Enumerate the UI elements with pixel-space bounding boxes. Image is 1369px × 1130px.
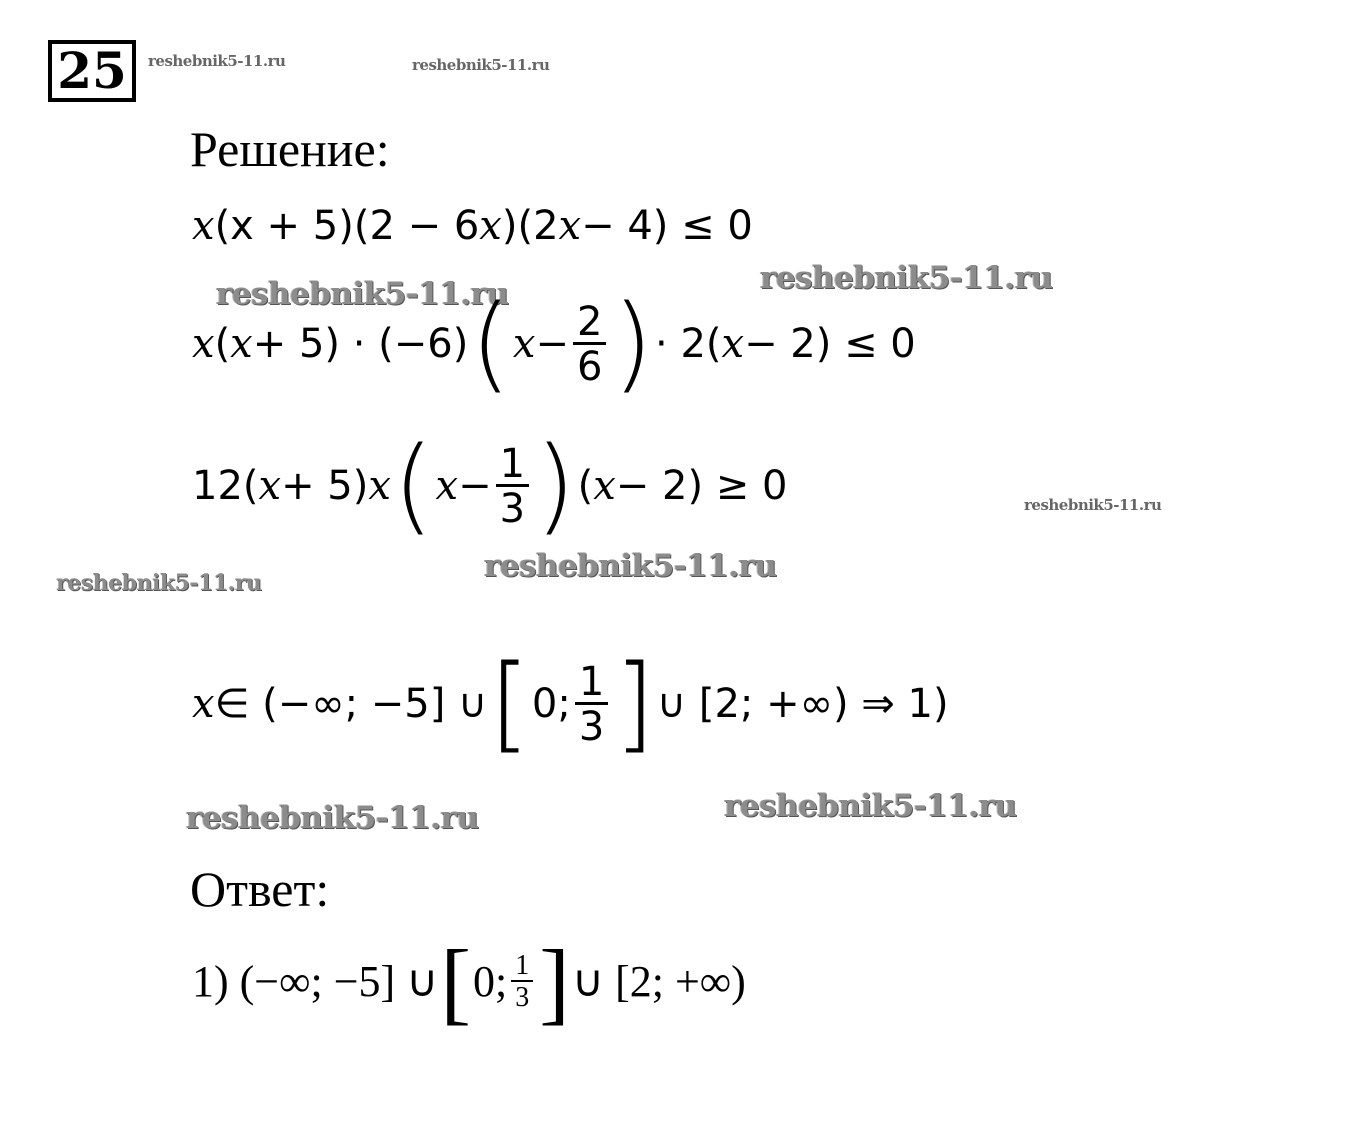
var-x: x — [192, 203, 215, 249]
fraction-denominator: 6 — [573, 342, 606, 387]
expr-text: + 5) — [281, 463, 369, 509]
fraction — [573, 298, 606, 390]
expr-text: ∈ (−∞; −5] ∪ — [214, 681, 488, 727]
fraction-numerator: 1 — [515, 950, 530, 981]
fraction — [511, 952, 533, 1012]
watermark: reshebnik5-11.ru — [412, 56, 550, 74]
expr-text: 0; — [473, 957, 508, 1006]
var-x: x — [558, 203, 582, 249]
var-x: x — [479, 203, 502, 249]
expr-text: · 2( — [655, 321, 722, 367]
watermark: reshebnik5-11.ru — [1024, 496, 1162, 514]
answer-line — [192, 930, 746, 1034]
expr-text: )(2 — [501, 203, 559, 249]
left-paren: ( — [470, 282, 511, 405]
fraction — [575, 658, 608, 750]
expr-text: − 4) ≤ 0 — [581, 203, 753, 249]
right-paren: ) — [612, 282, 654, 405]
watermark: reshebnik5-11.ru — [186, 800, 479, 836]
expr-text: (x + 5)(2 − 6 — [214, 203, 480, 249]
answer-heading: Ответ: — [190, 861, 330, 917]
right-bracket: ] — [539, 930, 570, 1033]
fraction-numerator: 1 — [499, 440, 526, 487]
watermark: reshebnik5-11.ru — [760, 260, 1053, 296]
equation-line-1 — [192, 204, 753, 248]
expr-text: ( — [577, 463, 594, 509]
var-x: x — [258, 463, 282, 509]
problem-number: 25 — [48, 40, 136, 102]
watermark: reshebnik5-11.ru — [56, 570, 262, 596]
expr-text: ∪ [2; +∞) ⇒ 1) — [656, 681, 949, 727]
expr-text: − — [535, 321, 569, 367]
var-x: x — [230, 321, 253, 367]
fraction-denominator: 3 — [575, 702, 608, 747]
var-x: x — [435, 463, 459, 509]
fraction — [496, 440, 529, 532]
right-bracket: ] — [614, 642, 655, 765]
watermark: reshebnik5-11.ru — [148, 52, 286, 70]
fraction-numerator: 2 — [577, 298, 603, 345]
equation-line-2 — [192, 284, 916, 404]
watermark: reshebnik5-11.ru — [724, 788, 1017, 824]
left-bracket: [ — [440, 930, 472, 1033]
left-bracket: [ — [489, 642, 530, 765]
watermark: reshebnik5-11.ru — [484, 548, 777, 584]
expr-text: + 5) · (−6) — [252, 321, 469, 367]
left-paren: ( — [392, 424, 434, 547]
solution-set-line — [192, 642, 949, 766]
var-x: x — [593, 463, 616, 509]
solution-heading: Решение: — [190, 121, 390, 177]
expr-text: ∪ [2; +∞) — [571, 957, 746, 1006]
right-paren: ) — [535, 424, 576, 547]
var-x: x — [368, 463, 391, 509]
var-x: x — [721, 321, 745, 367]
fraction-numerator: 1 — [578, 658, 605, 705]
var-x: x — [192, 681, 215, 727]
expr-text: ( — [214, 321, 231, 367]
expr-text: 0; — [531, 681, 571, 727]
fraction-denominator: 3 — [511, 980, 533, 1012]
equation-line-3 — [192, 426, 787, 546]
var-x: x — [192, 321, 215, 367]
expr-text: − 2) ≤ 0 — [744, 321, 916, 367]
expr-text: 1) (−∞; −5] ∪ — [192, 957, 439, 1006]
expr-text: 12( — [192, 463, 259, 509]
expr-text: − 2) ≥ 0 — [615, 463, 788, 509]
watermark: reshebnik5-11.ru — [216, 276, 509, 312]
fraction-denominator: 3 — [496, 484, 529, 529]
var-x: x — [512, 321, 536, 367]
expr-text: − — [458, 463, 492, 509]
